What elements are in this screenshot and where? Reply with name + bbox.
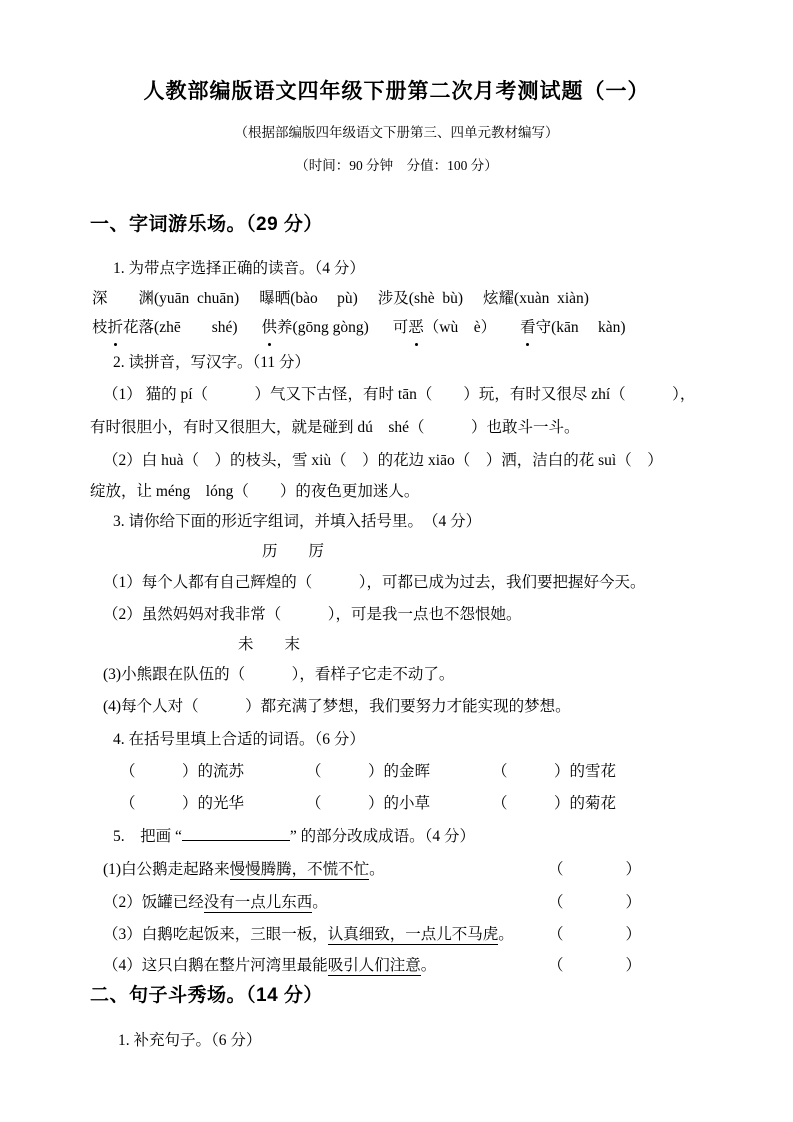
question-item: (4)每个人对（ ）都充满了梦想，我们要努力才能实现的梦想。 [103, 698, 571, 715]
fill-blank-line: （1） 猫的 pí（ ）气又下古怪，有时 tān（ ）玩，有时又很尽 zhí（ ）， [103, 386, 696, 403]
char-pair-wei: 未 末 [238, 636, 301, 653]
question-5-title [90, 820, 703, 853]
sentence-item [90, 886, 703, 919]
question-2-title: 2. 读拼音，写汉字。（11 分） [113, 354, 311, 371]
item-suffix: 花落(zhē shé) [123, 319, 238, 336]
pinyin-item: 涉及(shè bù) [377, 290, 464, 307]
underlined-phrase: 没有一点儿东西 [203, 894, 313, 911]
underlined-phrase: 吸引人们注意 [327, 957, 421, 974]
question-1-title: 1. 为带点字选择正确的读音。（4 分） [113, 260, 365, 277]
answer-parens: （ ） [548, 926, 642, 943]
word-phrase: （ ）的菊花 [492, 795, 617, 812]
title-suffix: ” 的部分改成成语。（4 分） [289, 828, 476, 845]
pinyin-choice-row-2 [90, 313, 703, 342]
question-3-title: 3. 请你给下面的形近字组词，并填入括号里。 （4 分） [113, 513, 482, 530]
question-item: （2）虽然妈妈对我非常（ ），可是我一点也不怨恨她。 [103, 606, 522, 623]
item-prefix: 可 [392, 319, 409, 336]
answer-parens: （ ） [548, 894, 642, 911]
sentence-suffix: 。 [498, 926, 514, 943]
pinyin-item [520, 313, 625, 342]
char-pair-li: 历 厉 [262, 543, 325, 560]
question-1-title-section-two: 1. 补充句子。（6 分） [118, 1032, 262, 1049]
item-suffix: 守(kān kàn) [535, 319, 626, 336]
word-phrase-row-2 [90, 788, 703, 820]
dotted-char: 看 [520, 313, 536, 342]
page-title: 人教部编版语文四年级下册第二次月考测试题（一） [143, 79, 650, 103]
sentence-suffix: 。 [369, 861, 385, 878]
item-prefix: 枝 [92, 319, 108, 336]
sentence-prefix: （2）饭罐已经 [103, 894, 204, 911]
answer-parens: （ ） [548, 861, 642, 878]
title-prefix: 5. 把画 “ [113, 828, 182, 845]
question-4-title: 4. 在括号里填上合适的词语。（6 分） [113, 731, 365, 748]
pinyin-item: 深 渊(yuān chuān) [92, 290, 240, 307]
sentence-suffix: 。 [420, 957, 437, 974]
fill-blank-line: 有时很胆小，有时又很胆大，就是碰到 dú shé（ ）也敢斗一斗。 [90, 419, 580, 436]
dotted-char: 供 [262, 313, 278, 342]
pinyin-item [262, 313, 369, 342]
word-phrase: （ ）的雪花 [492, 763, 617, 780]
underlined-phrase: 慢慢腾腾，不慌不忙 [229, 861, 370, 878]
sentence-prefix: （3）白鹅吃起饭来，三眼一板， [103, 926, 328, 943]
item-suffix: （wù è） [423, 319, 497, 336]
pinyin-item [393, 313, 496, 342]
word-phrase: （ ）的光华 [120, 795, 245, 812]
fill-blank-line: 绽放，让 méng lóng（ ）的夜色更加迷人。 [90, 483, 420, 500]
sentence-suffix: 。 [312, 894, 328, 911]
word-phrase: （ ）的金晖 [306, 763, 431, 780]
sentence-item [90, 919, 703, 951]
question-item: （1）每个人都有自己辉煌的（ ），可都已成为过去，我们要把握好今天。 [103, 574, 646, 591]
section-one-heading: 一、字词游乐场。（29 分） [90, 214, 323, 235]
sentence-prefix: （4）这只白鹅在整片河湾里最能 [103, 957, 328, 974]
word-phrase: （ ）的流苏 [120, 763, 245, 780]
section-two-heading: 二、句子斗秀场。（14 分） [90, 985, 323, 1006]
underlined-phrase: 认真细致，一点儿不马虎 [327, 926, 499, 943]
blank-underline [182, 826, 290, 841]
dotted-char: 折 [108, 313, 124, 342]
sentence-item [90, 951, 703, 981]
pinyin-choice-row-1 [90, 284, 703, 313]
answer-parens: （ ） [548, 957, 642, 974]
dotted-char: 恶 [408, 313, 424, 342]
word-phrase-row-1 [90, 756, 703, 788]
fill-blank-line: （2）白 huà（ ）的枝头，雪 xiù（ ）的花边 xiāo（ ）洒，洁白的花 suì（ ） [103, 452, 663, 469]
pinyin-item [92, 313, 238, 342]
pinyin-item: 炫耀(xuàn xiàn) [483, 290, 589, 307]
question-item: (3)小熊跟在队伍的（ ），看样子它走不动了。 [103, 666, 455, 683]
word-phrase: （ ）的小草 [306, 795, 431, 812]
exam-meta: （时间：90 分钟 分值：100 分） [295, 158, 498, 173]
exam-subtitle: （根据部编版四年级语文下册第三、四单元教材编写） [234, 125, 559, 140]
sentence-item [90, 853, 703, 886]
pinyin-item: 曝晒(bào pù) [259, 290, 358, 307]
item-suffix: 养(gōng gòng) [277, 319, 369, 336]
sentence-prefix: (1)白公鹅走起路来 [103, 861, 230, 878]
